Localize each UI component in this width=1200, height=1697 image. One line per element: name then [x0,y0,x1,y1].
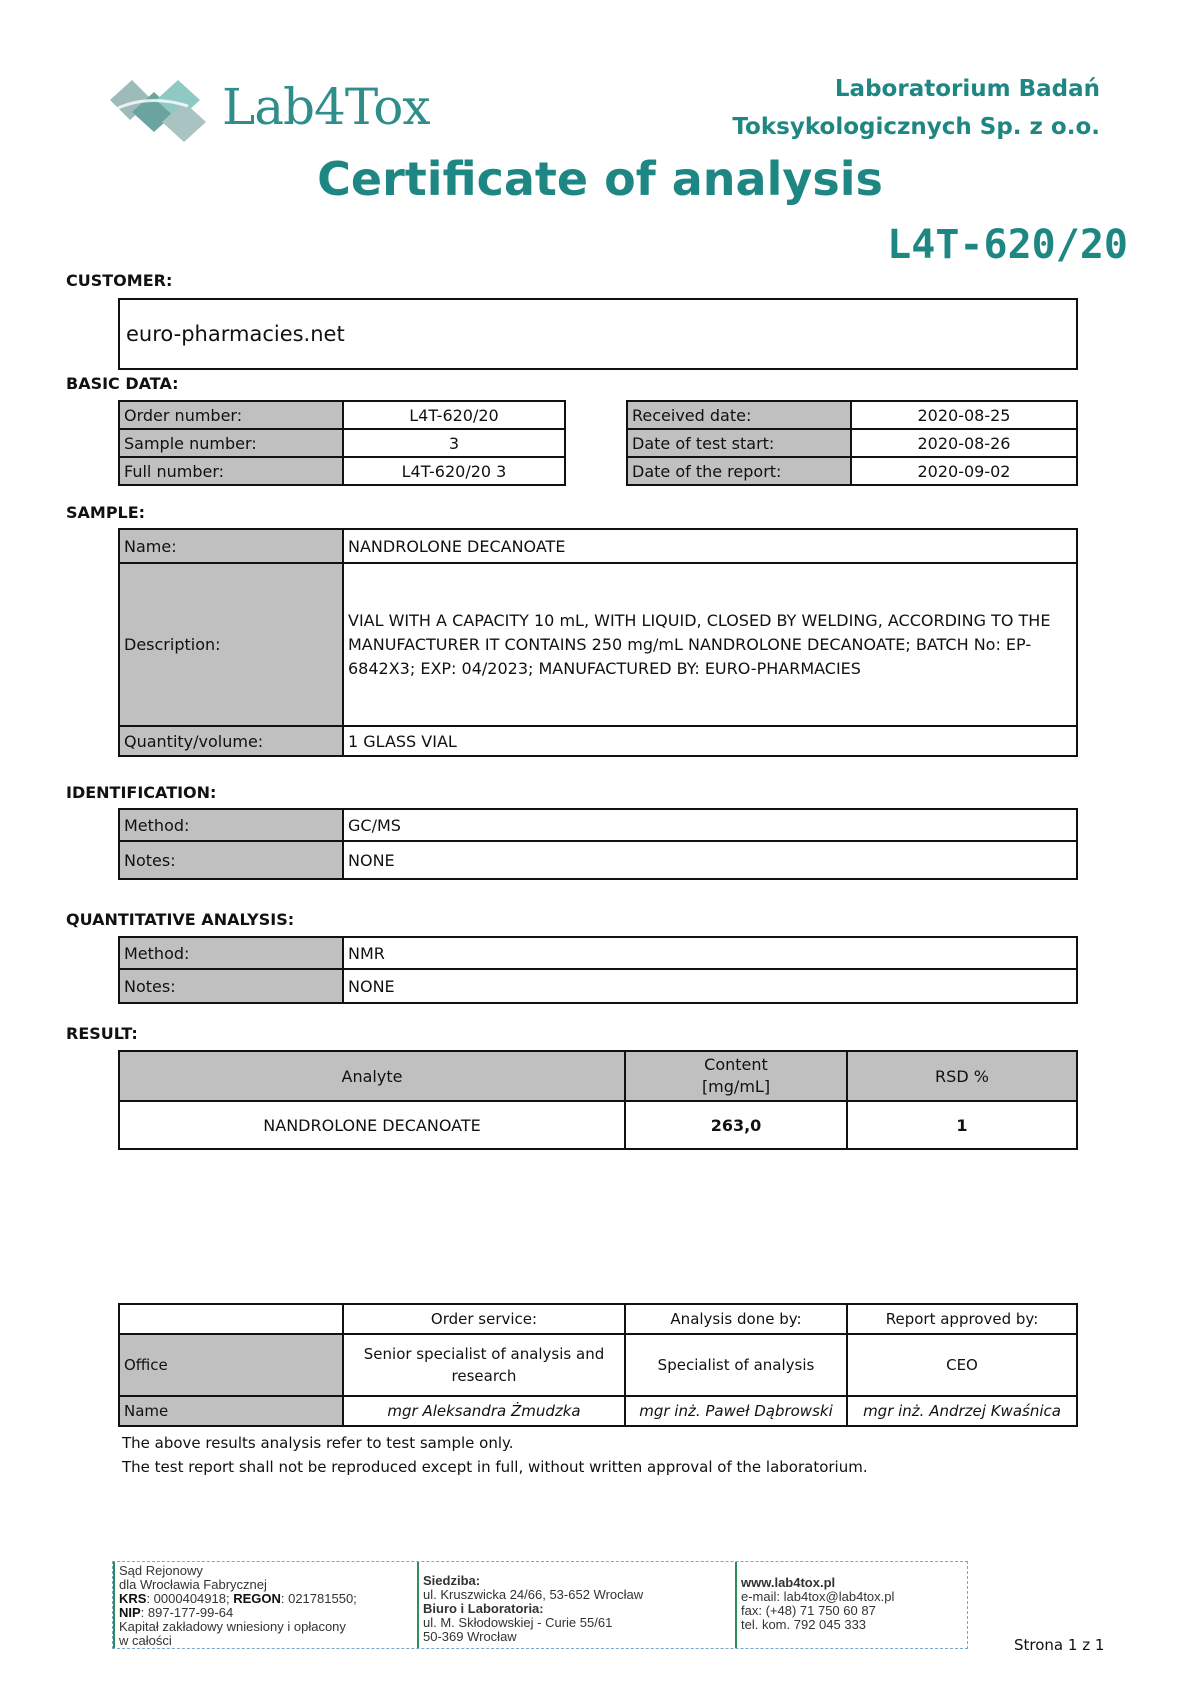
table-row [627,429,1077,457]
column-header-analysis-done: Analysis done by: [625,1304,847,1334]
office-label: Office [119,1334,343,1396]
table-row [119,401,565,429]
customer-box [118,298,1078,370]
report-date-label: Date of the report: [627,457,851,485]
identification-method-label: Method: [119,809,343,841]
logo-text: Lab4Tox [222,78,430,136]
received-date-value: 2020-08-25 [851,401,1077,429]
footer-nip [119,1606,413,1620]
table-row [119,841,1077,879]
table-row [119,429,565,457]
table-row [627,401,1077,429]
full-number-value: L4T-620/20 3 [343,457,565,485]
table-row [119,809,1077,841]
table-row [119,969,1077,1003]
footer-contact [735,1562,969,1648]
table-row [119,1396,1077,1426]
column-header-report-approved: Report approved by: [847,1304,1077,1334]
signature-corner-cell [119,1304,343,1334]
table-row [119,937,1077,969]
column-header-order-service: Order service: [343,1304,625,1334]
sample-name-label: Name: [119,529,343,563]
footer-office-city: 50-369 Wrocław [423,1629,517,1644]
identification-heading: IDENTIFICATION: [66,783,217,802]
quantitative-notes-label: Notes: [119,969,343,1003]
received-date-label: Received date: [627,401,851,429]
footer-court: Sąd Rejonowy [119,1563,203,1578]
name-order-service: mgr Aleksandra Żmudzka [343,1396,625,1426]
quantitative-notes-value: NONE [343,969,1077,1003]
result-table [118,1050,1078,1150]
company-logo [110,72,220,142]
nip-label: NIP [119,1605,141,1620]
footer-phone: tel. kom. 792 045 333 [741,1617,867,1632]
table-row [119,1101,1077,1149]
result-content: 263,0 [625,1101,847,1149]
office-analysis-done: Specialist of analysis [625,1334,847,1396]
sample-number-label: Sample number: [119,429,343,457]
footer-seat-address: ul. Kruszwicka 24/66, 53-652 Wrocław [423,1587,644,1602]
table-row [119,457,565,485]
footer-website: www.lab4tox.pl [741,1575,836,1590]
name-report-approved: mgr inż. Andrzej Kwaśnica [847,1396,1077,1426]
column-header-rsd: RSD % [847,1051,1077,1101]
description-value: VIAL WITH A CAPACITY 10 mL, WITH LIQUID, CLOSED BY WELDING, ACCORDING TO THE MANUFACTURER IT CONTAINS 250 mg/mL NANDROLONE DECANOATE; BATCH No: EP-6842X3; EXP: 04/2023; MANUFACTURED BY: EURO-PHARMACIES [343,563,1077,726]
content-header-line1: Content [704,1055,768,1074]
result-rsd: 1 [847,1101,1077,1149]
column-header-content [625,1051,847,1101]
regon-value: : 021781550; [280,1591,357,1606]
lab-name-line1: Laboratorium Badań [834,76,1100,102]
table-row [119,529,1077,563]
lab-name-line2: Toksykologicznych Sp. z o.o. [732,114,1100,140]
quantitative-method-label: Method: [119,937,343,969]
order-number-label: Order number: [119,401,343,429]
quantitative-method-value: NMR [343,937,1077,969]
sample-table [118,528,1078,757]
quantitative-heading: QUANTITATIVE ANALYSIS: [66,910,295,929]
sample-heading: SAMPLE: [66,503,146,522]
footer-office-label: Biuro i Laboratoria: [423,1601,544,1616]
identification-method-value: GC/MS [343,809,1077,841]
table-header-row [119,1304,1077,1334]
footer-address [417,1562,727,1648]
page-title: Certificate of analysis [317,152,883,206]
name-analysis-done: mgr inż. Paweł Dąbrowski [625,1396,847,1426]
test-start-value: 2020-08-26 [851,429,1077,457]
signature-table [118,1303,1078,1427]
content-header-line2: [mg/mL] [701,1077,771,1096]
krs-label: KRS [119,1591,147,1606]
certificate-number: L4T-620/20 [887,222,1128,268]
footer-seat-label: Siedziba: [423,1573,481,1588]
nip-value: : 897-177-99-64 [140,1605,234,1620]
full-number-label: Full number: [119,457,343,485]
office-order-service: Senior specialist of analysis and research [343,1334,625,1396]
customer-heading: CUSTOMER: [66,271,173,290]
quantity-label: Quantity/volume: [119,726,343,756]
footer-office-street: ul. M. Skłodowskiej - Curie 55/61 [423,1615,613,1630]
basic-data-left-table [118,400,566,486]
result-analyte: NANDROLONE DECANOATE [119,1101,625,1149]
identification-notes-value: NONE [343,841,1077,879]
footer-court-district: dla Wrocławia Fabrycznej [119,1577,267,1592]
table-header-row [119,1051,1077,1101]
regon-label: REGON [233,1591,281,1606]
basic-data-heading: BASIC DATA: [66,374,179,393]
basic-data-right-table [626,400,1078,486]
note-line-2: The test report shall not be reproduced except in full, without written approval of the laboratorium. [122,1458,868,1476]
footer-capital-2: w całości [119,1633,172,1648]
sample-number-value: 3 [343,429,565,457]
table-row [119,1334,1077,1396]
quantitative-table [118,936,1078,1004]
footer [112,1561,968,1649]
footer-email: e-mail: lab4tox@lab4tox.pl [741,1589,895,1604]
result-heading: RESULT: [66,1024,138,1043]
page-number: Strona 1 z 1 [1014,1636,1105,1654]
footer-capital: Kapitał zakładowy wniesiony i opłacony [119,1619,346,1634]
identification-table [118,808,1078,880]
sample-name-value: NANDROLONE DECANOATE [343,529,1077,563]
customer-value: euro-pharmacies.net [126,322,345,346]
test-start-label: Date of test start: [627,429,851,457]
logo-mark-icon [110,72,220,142]
column-header-analyte: Analyte [119,1051,625,1101]
lab-name [732,70,1100,146]
footer-krs-regon [119,1592,413,1606]
description-label: Description: [119,563,343,726]
footer-fax: fax: (+48) 71 750 60 87 [741,1603,876,1618]
note-line-1: The above results analysis refer to test sample only. [122,1434,514,1452]
identification-notes-label: Notes: [119,841,343,879]
name-label: Name [119,1396,343,1426]
table-row [119,726,1077,756]
quantity-value: 1 GLASS VIAL [343,726,1077,756]
order-number-value: L4T-620/20 [343,401,565,429]
footer-court-info [113,1562,413,1648]
table-row [627,457,1077,485]
table-row [119,563,1077,726]
office-report-approved: CEO [847,1334,1077,1396]
krs-value: : 0000404918; [146,1591,234,1606]
report-date-value: 2020-09-02 [851,457,1077,485]
